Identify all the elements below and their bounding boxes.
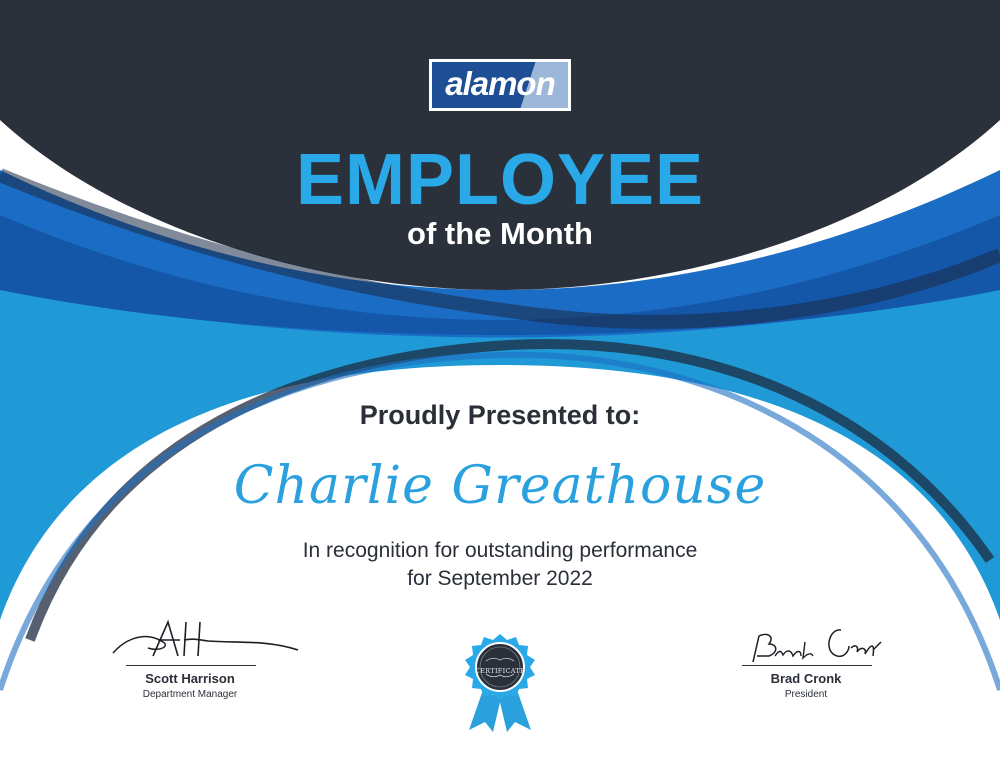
company-logo (429, 59, 571, 111)
signature-brad-cronk (745, 622, 890, 668)
certificate-subtitle: of the Month (407, 216, 593, 251)
award-ribbon-icon (455, 632, 545, 732)
signer-role-left: Department Manager (142, 689, 238, 700)
signer-role-right: President (784, 689, 828, 700)
badge-text: CERTIFICATE (474, 667, 526, 675)
recognition-line-2: for September 2022 (407, 567, 593, 590)
signer-name-right: Brad Cronk (770, 671, 842, 686)
recognition-line-1: In recognition for outstanding performance (302, 539, 698, 562)
recipient-name: Charlie Greathouse (233, 456, 767, 516)
signer-name-left: Scott Harrison (145, 671, 235, 686)
certificate-title: EMPLOYEE (295, 140, 705, 220)
signature-scott-harrison (108, 618, 303, 668)
signature-line-right (742, 665, 872, 666)
presented-label: Proudly Presented to: (359, 400, 641, 430)
signature-line-left (126, 665, 256, 666)
logo-text: alamon (445, 65, 555, 102)
